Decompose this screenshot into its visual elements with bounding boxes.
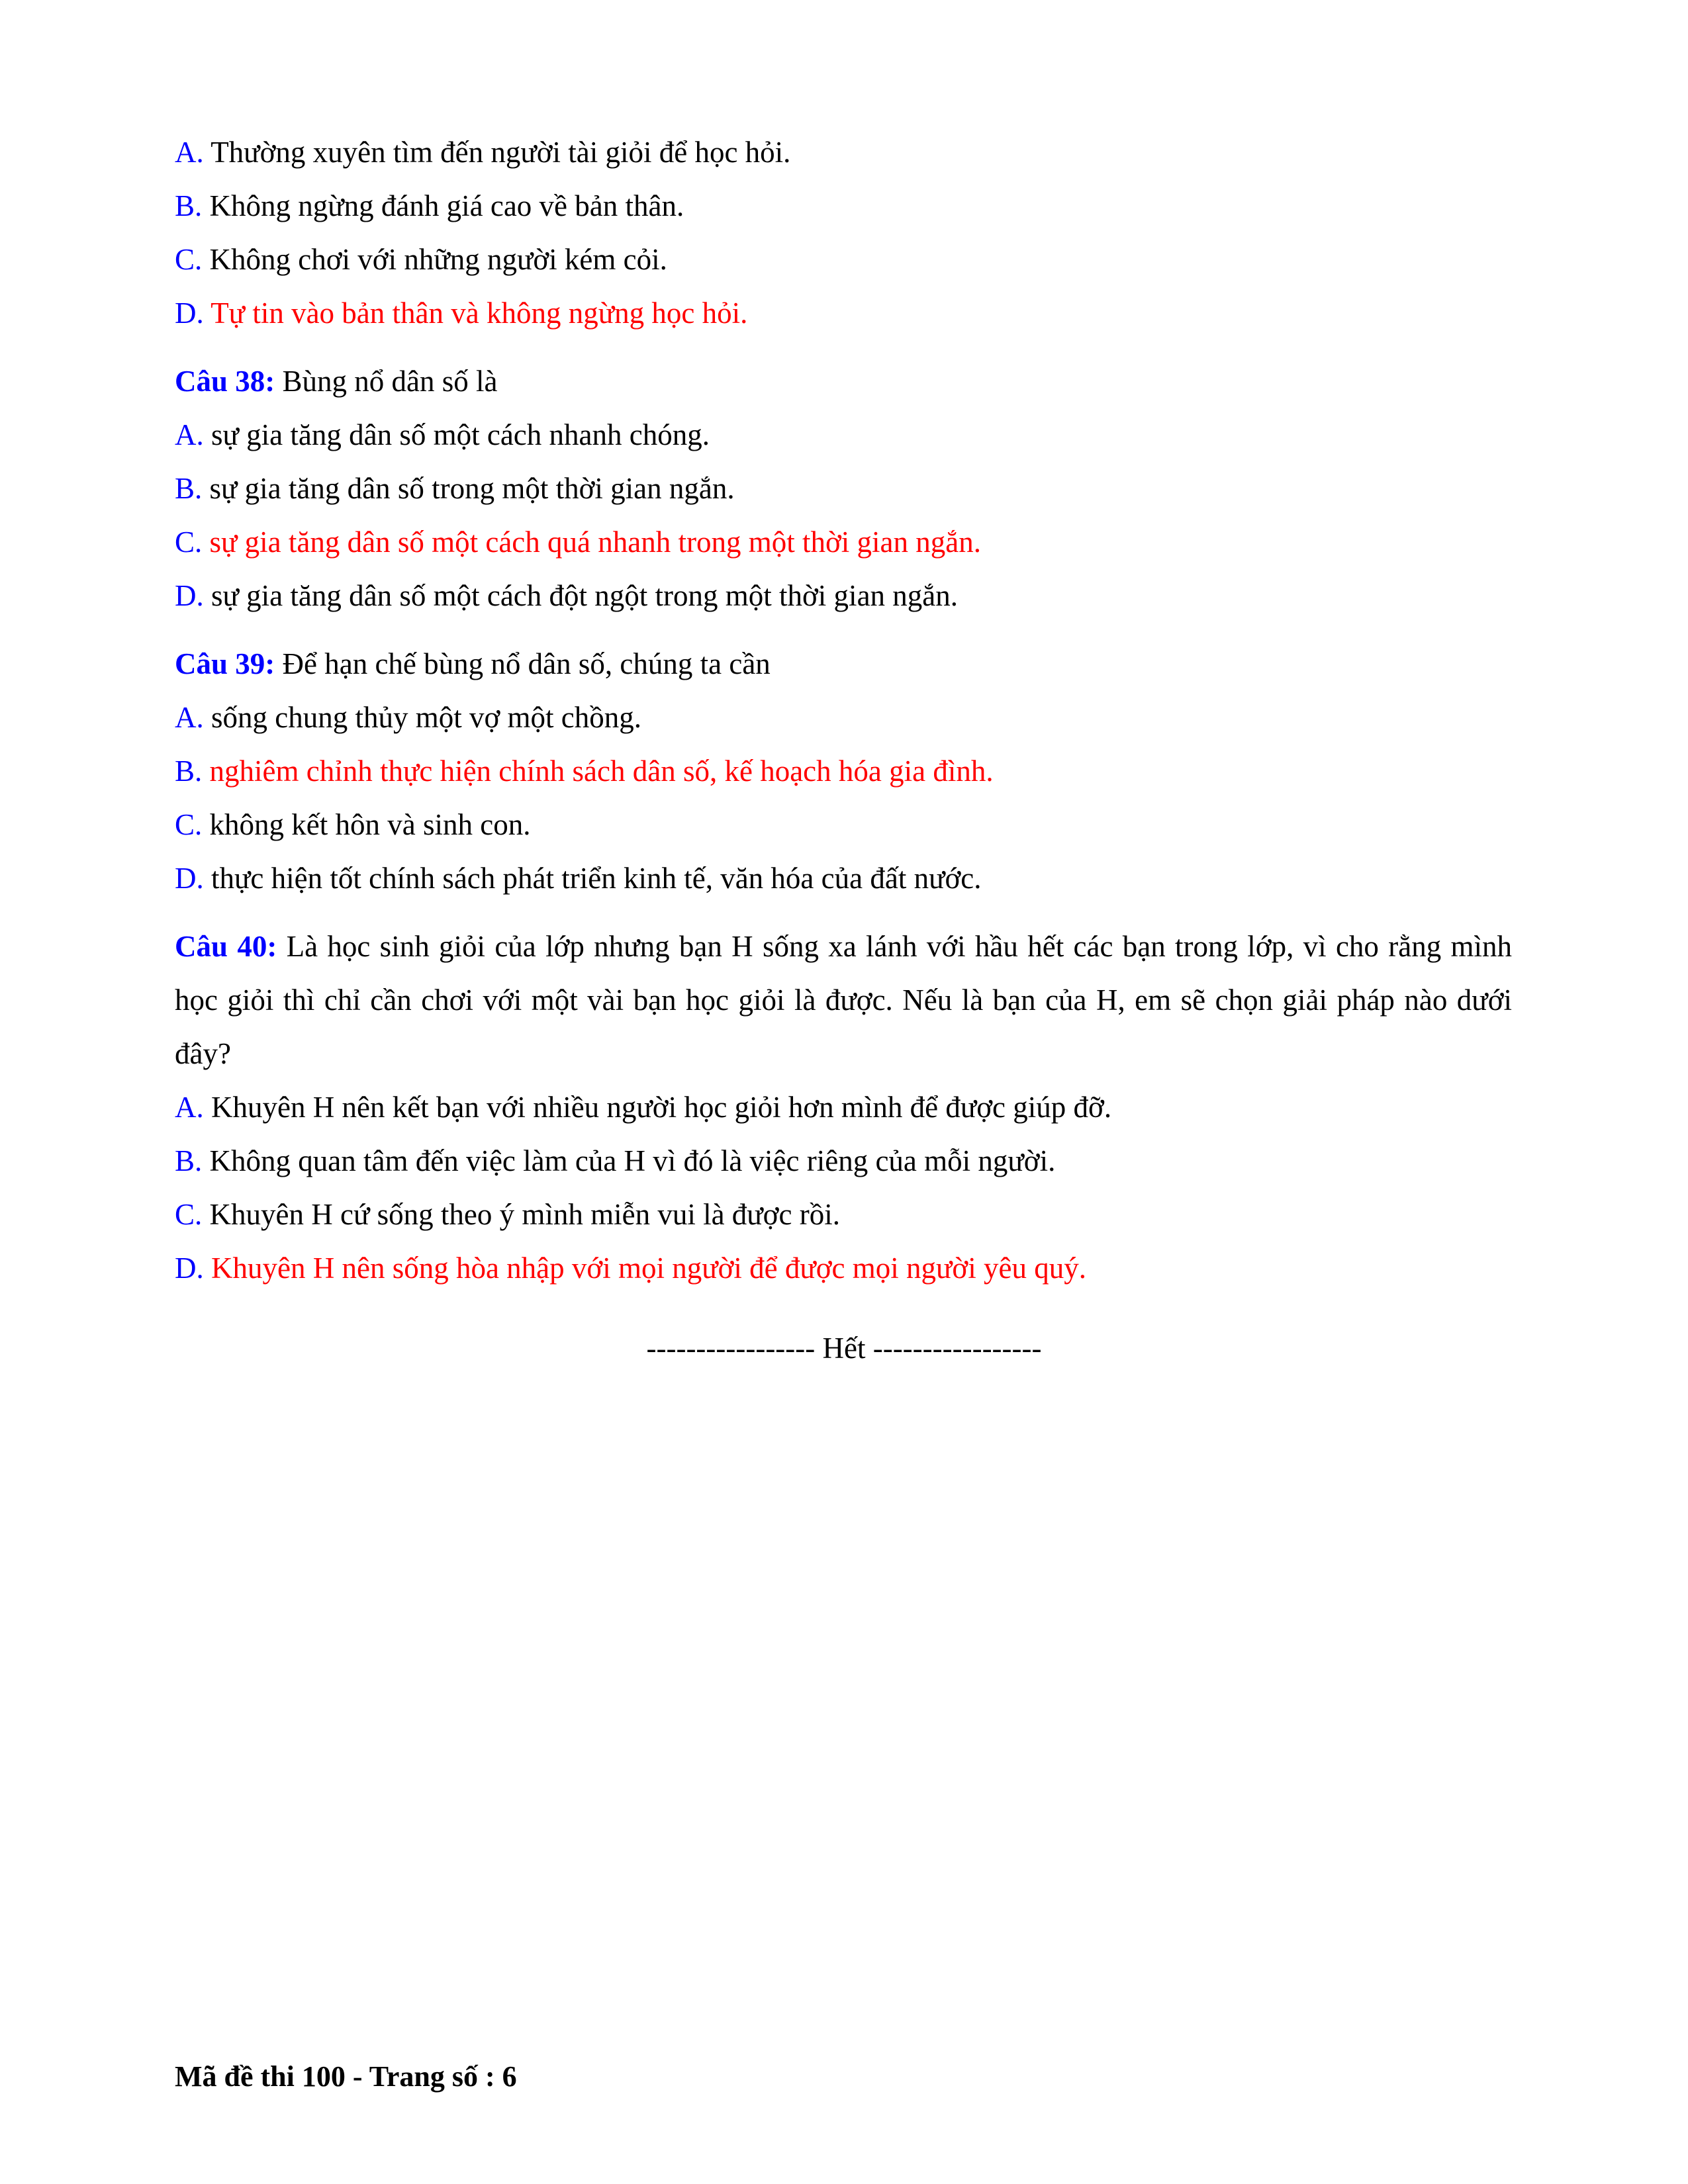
q39-option-b-correct (175, 751, 994, 791)
q37-option-d-correct (175, 293, 747, 333)
question-text: Là học sinh giỏi của lớp nhưng bạn H sống xa lánh với hầu hết các bạn trong lớp, vì cho rằng mình học giỏi thì chỉ cần chơi với một vài bạn học giỏi là được. Nếu là bạn của H, em sẽ chọn giải pháp nào dưới đây? (175, 930, 1513, 1070)
option-letter: A. (175, 701, 204, 734)
option-letter: D. (175, 1251, 204, 1285)
option-text: sự gia tăng dân số trong một thời gian ngắn. (209, 472, 735, 505)
option-letter: C. (175, 525, 203, 559)
q38-option-b (175, 469, 735, 508)
option-text: sự gia tăng dân số một cách đột ngột trong một thời gian ngắn. (211, 579, 959, 612)
option-text: Không chơi với những người kém cỏi. (209, 243, 667, 276)
q37-option-a (175, 132, 790, 172)
question-text: Bùng nổ dân số là (282, 365, 498, 398)
option-text-correct: sự gia tăng dân số một cách quá nhanh trong một thời gian ngắn. (209, 525, 981, 559)
option-text-correct: Khuyên H nên sống hòa nhập với mọi người để được mọi người yêu quý. (211, 1251, 1086, 1285)
option-text: Khuyên H cứ sống theo ý mình miễn vui là được rồi. (209, 1198, 840, 1231)
option-letter: C. (175, 243, 203, 276)
option-letter: B. (175, 754, 203, 788)
option-letter: D. (175, 579, 204, 612)
option-text-correct: nghiêm chỉnh thực hiện chính sách dân số, kế hoạch hóa gia đình. (209, 754, 994, 788)
q40-option-b (175, 1141, 1055, 1181)
option-letter: A. (175, 136, 204, 169)
option-letter: C. (175, 808, 203, 841)
question-text: Để hạn chế bùng nổ dân số, chúng ta cần (282, 647, 771, 680)
option-text: Không quan tâm đến việc làm của H vì đó là việc riêng của mỗi người. (209, 1144, 1056, 1177)
option-letter: C. (175, 1198, 203, 1231)
option-letter: D. (175, 862, 204, 895)
q38-option-a (175, 415, 710, 455)
page-footer: Mã đề thi 100 - Trang số : 6 (175, 2060, 517, 2093)
option-text: không kết hôn và sinh con. (209, 808, 531, 841)
question-label: Câu 40: (175, 930, 277, 963)
option-letter: D. (175, 296, 204, 330)
q37-option-b (175, 186, 684, 226)
end-of-exam-marker: ----------------- Hết ----------------- (646, 1332, 1042, 1365)
q38-option-c-correct (175, 522, 981, 562)
q40-option-d-correct (175, 1248, 1086, 1288)
option-letter: B. (175, 1144, 203, 1177)
q39-option-c (175, 805, 530, 844)
question-label: Câu 38: (175, 365, 275, 398)
q39-option-a (175, 698, 641, 737)
q38-option-d (175, 576, 958, 615)
q39-stem (175, 644, 771, 684)
option-text: sống chung thủy một vợ một chồng. (211, 701, 642, 734)
option-text: Không ngừng đánh giá cao về bản thân. (209, 189, 684, 222)
option-letter: A. (175, 1091, 204, 1124)
q40-option-a (175, 1087, 1111, 1127)
q38-stem (175, 361, 498, 401)
q39-option-d (175, 858, 981, 898)
option-text: thực hiện tốt chính sách phát triển kinh tế, văn hóa của đất nước. (211, 862, 982, 895)
option-text: Thường xuyên tìm đến người tài giỏi để học hỏi. (211, 136, 791, 169)
option-text-correct: Tự tin vào bản thân và không ngừng học hỏi. (211, 296, 748, 330)
option-text: Khuyên H nên kết bạn với nhiều người học giỏi hơn mình để được giúp đỡ. (211, 1091, 1112, 1124)
q40-option-c (175, 1195, 840, 1234)
option-text: sự gia tăng dân số một cách nhanh chóng. (211, 418, 710, 451)
option-letter: B. (175, 189, 203, 222)
q37-option-c (175, 240, 667, 279)
option-letter: A. (175, 418, 204, 451)
question-label: Câu 39: (175, 647, 275, 680)
q40-stem (175, 920, 1512, 1081)
option-letter: B. (175, 472, 203, 505)
